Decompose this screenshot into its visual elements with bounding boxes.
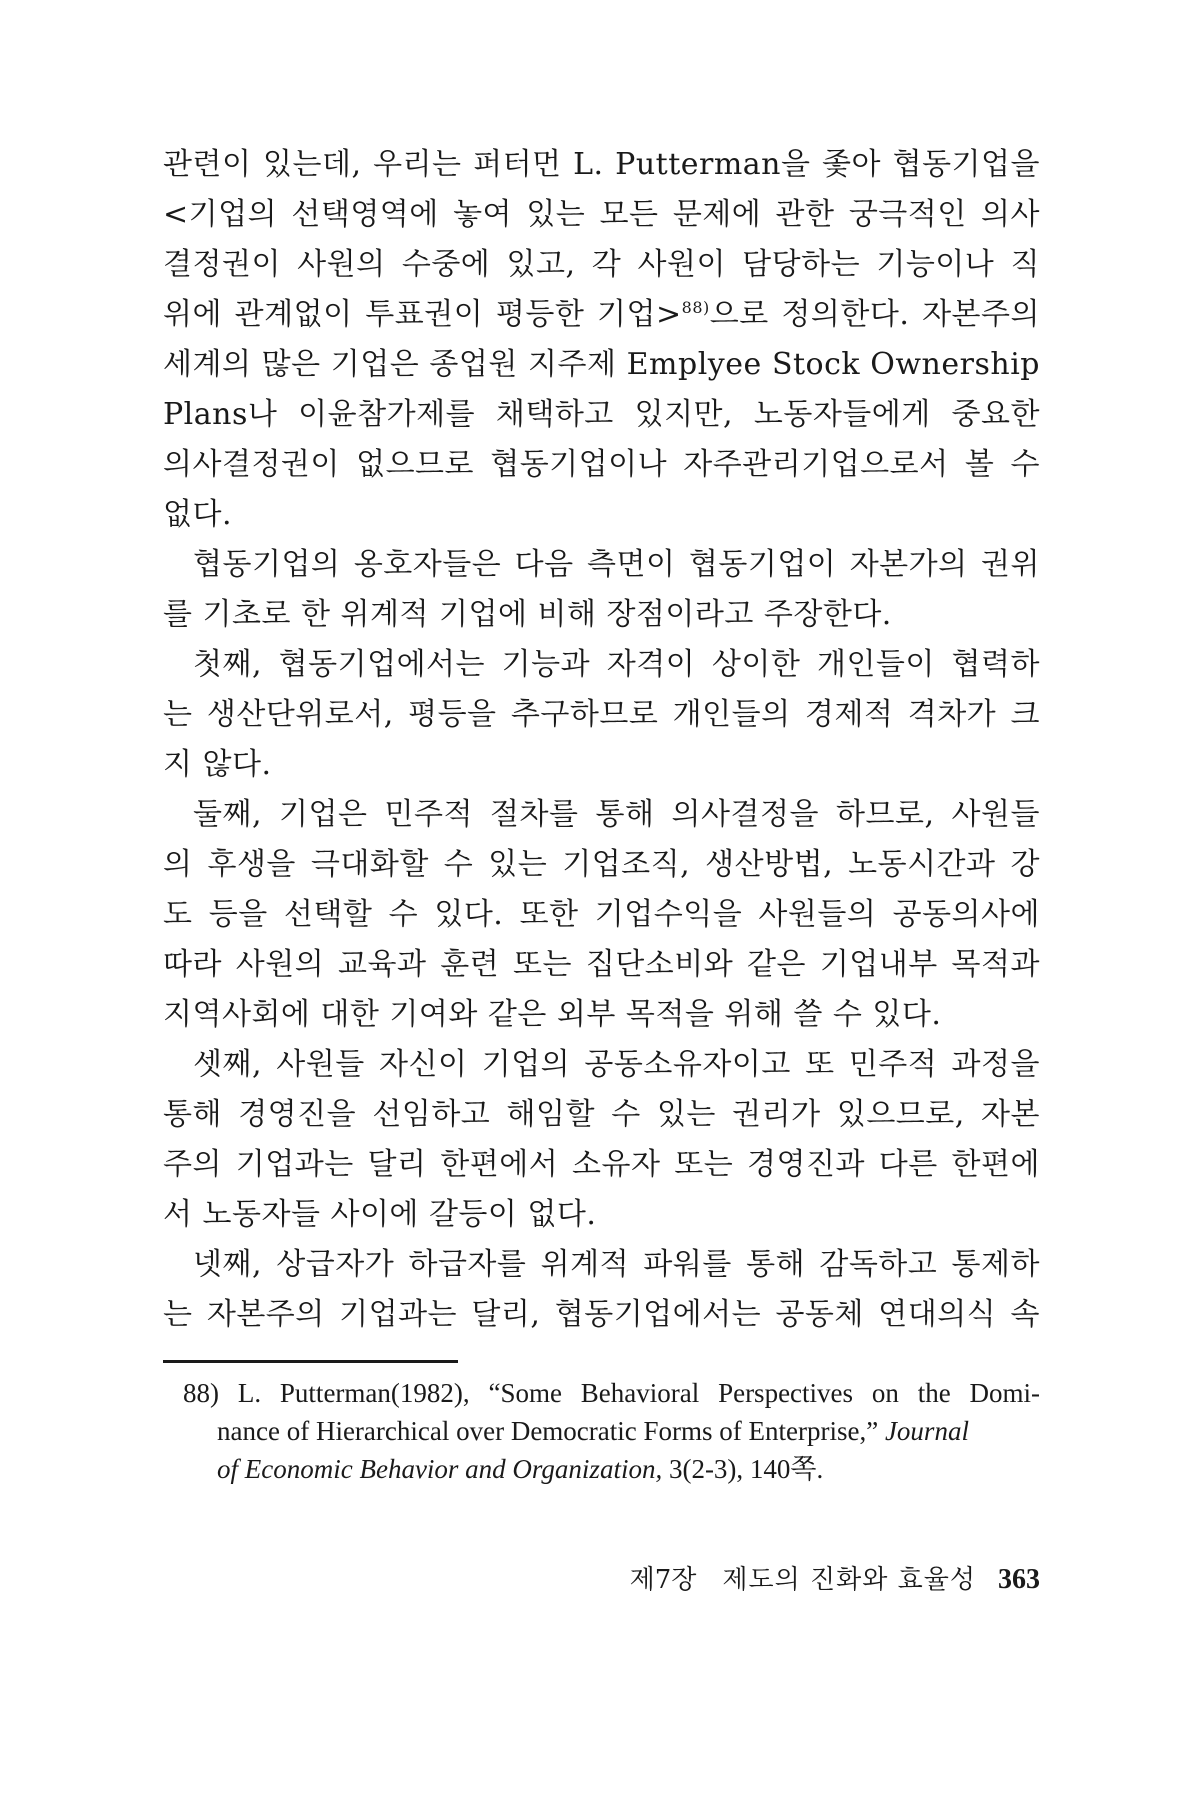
body-line: 도 등을 선택할 수 있다. 또한 기업수익을 사원들의 공동의사에 xyxy=(163,897,1040,932)
footnote-line xyxy=(183,1450,1040,1488)
body-line: 지 않다. xyxy=(163,747,272,782)
body-line: 는 자본주의 기업과는 달리, 협동기업에서는 공동체 연대의식 속 xyxy=(163,1297,1040,1332)
body-text xyxy=(163,140,1040,1340)
body-line: Plans나 이윤참가제를 채택하고 있지만, 노동자들에게 중요한 xyxy=(163,397,1040,432)
journal-title: Journal xyxy=(884,1416,969,1446)
footnote-text: 3(2-3), 140쪽. xyxy=(662,1454,824,1484)
chapter-label: 제7장 xyxy=(629,1565,697,1595)
footnote-ref[interactable]: 88) xyxy=(681,298,710,317)
body-line: 를 기초로 한 위계적 기업에 비해 장점이라고 주장한다. xyxy=(163,597,892,632)
body-line: 지역사회에 대한 기여와 같은 외부 목적을 위해 쓸 수 있다. xyxy=(163,997,942,1032)
paragraph-first-line: 첫째, 협동기업에서는 기능과 자격이 상이한 개인들이 협력하 xyxy=(193,647,1040,682)
body-line: 통해 경영진을 선임하고 해임할 수 있는 권리가 있으므로, 자본 xyxy=(163,1097,1040,1132)
body-line: 결정권이 사원의 수중에 있고, 각 사원이 담당하는 기능이나 직 xyxy=(163,247,1040,282)
body-line: 서 노동자들 사이에 갈등이 없다. xyxy=(163,1197,597,1232)
footnote-line xyxy=(183,1412,1040,1450)
footnote-88 xyxy=(183,1374,1040,1488)
body-line: 는 생산단위로서, 평등을 추구하므로 개인들의 경제적 격차가 크 xyxy=(163,697,1040,732)
footnote-text: L. Putterman(1982), “Some Behavioral Perspectives on the Domi- xyxy=(237,1378,1040,1408)
footnote-text: nance of Hierarchical over Democratic Forms of Enterprise,” xyxy=(217,1416,885,1446)
footnote-divider xyxy=(163,1360,458,1363)
paragraph-first-line: 셋째, 사원들 자신이 기업의 공동소유자이고 또 민주적 과정을 xyxy=(193,1047,1040,1082)
chapter-title: 제도의 진화와 효율성 xyxy=(722,1565,976,1595)
paragraph-first-line: 협동기업의 옹호자들은 다음 측면이 협동기업이 자본가의 권위 xyxy=(193,547,1040,582)
body-line: 의사결정권이 없으므로 협동기업이나 자주관리기업으로서 볼 수 xyxy=(163,447,1040,482)
body-line: 따라 사원의 교육과 훈련 또는 집단소비와 같은 기업내부 목적과 xyxy=(163,947,1040,982)
footnote-line xyxy=(183,1374,1040,1412)
footnote-number: 88) xyxy=(183,1378,219,1408)
body-line: 의 후생을 극대화할 수 있는 기업조직, 생산방법, 노동시간과 강 xyxy=(163,847,1040,882)
body-line-tail: 으로 정의한다. 자본주의 xyxy=(709,297,1040,332)
body-line: 관련이 있는데, 우리는 퍼터먼 L. Putterman을 좇아 협동기업을 xyxy=(163,147,1040,182)
body-line: 세계의 많은 기업은 종업원 지주제 Emplyee Stock Ownership xyxy=(163,347,1040,382)
body-line: <기업의 선택영역에 놓여 있는 모든 문제에 관한 궁극적인 의사 xyxy=(163,197,1040,232)
body-line: 주의 기업과는 달리 한편에서 소유자 또는 경영진과 다른 한편에 xyxy=(163,1147,1040,1182)
body-line-start: 위에 관계없이 투표권이 평등한 기업> xyxy=(163,297,682,332)
paragraph-first-line: 넷째, 상급자가 하급자를 위계적 파워를 통해 감독하고 통제하 xyxy=(193,1247,1040,1282)
journal-title: of Economic Behavior and Organization, xyxy=(217,1454,663,1484)
paragraph-first-line: 둘째, 기업은 민주적 절차를 통해 의사결정을 하므로, 사원들 xyxy=(193,797,1040,832)
body-line-with-footnote-ref xyxy=(163,290,1040,340)
running-footer xyxy=(600,1560,1040,1600)
body-line: 없다. xyxy=(163,497,232,532)
page-number: 363 xyxy=(998,1564,1040,1595)
